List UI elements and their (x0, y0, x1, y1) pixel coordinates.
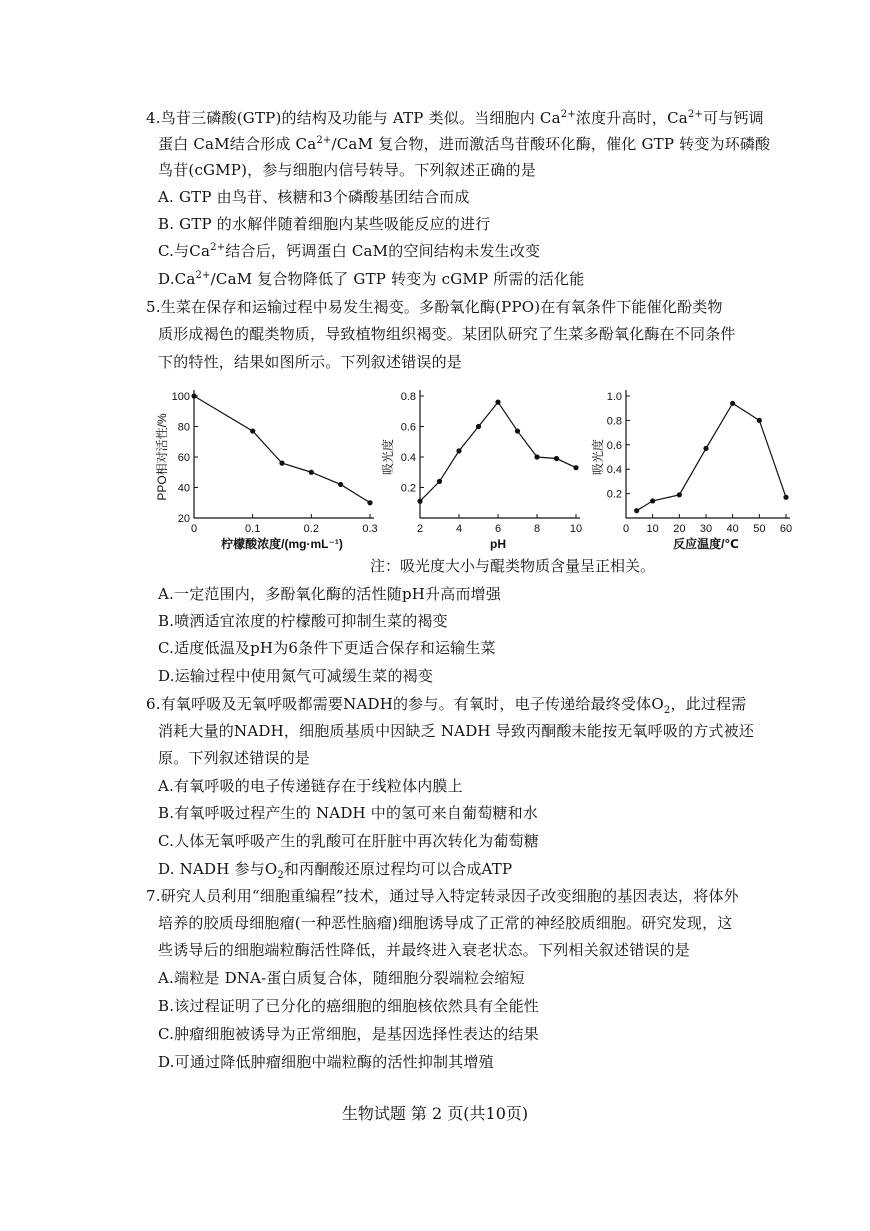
y-tick-label: 0.2 (606, 488, 622, 501)
x-tick-label: 6 (494, 523, 502, 535)
q5-option-c: C.适度低温及pH为6条件下更适合保存和运输生菜 (158, 639, 496, 657)
data-point (554, 456, 559, 461)
chart-ph (372, 382, 587, 556)
chart-citric-acid-svg (150, 382, 380, 552)
y-tick-label: 0.8 (400, 391, 416, 403)
y-tick-label: 0.4 (606, 464, 622, 477)
y-tick-label: 60 (177, 452, 190, 464)
data-point (703, 446, 708, 451)
y-tick-label: 80 (177, 421, 190, 434)
x-tick-label: 50 (753, 523, 766, 535)
chart-temperature-svg (582, 382, 797, 552)
series-line (637, 403, 786, 510)
y-axis-label: 吸光度 (591, 438, 605, 476)
q6-option-b: B.有氧呼吸过程产生的 NADH 中的氢可来自葡萄糖和水 (158, 804, 538, 822)
data-point (757, 418, 762, 423)
data-point (338, 482, 343, 487)
q7-option-b: B.该过程证明了已分化的癌细胞的细胞核依然具有全能性 (158, 997, 539, 1015)
data-point (476, 424, 481, 429)
q6-stem-line2: 消耗大量的NADH，细胞质基质中因缺乏 NADH 导致丙酮酸未能按无氧呼吸的方式被还 (158, 722, 755, 740)
x-tick-label: 0.1 (245, 523, 261, 535)
x-tick-label: 30 (699, 523, 713, 535)
x-tick-label: 0 (190, 523, 198, 535)
x-tick-label: 4 (455, 523, 463, 535)
q7-option-c: C.肿瘤细胞被诱导为正常细胞，是基因选择性表达的结果 (158, 1025, 539, 1043)
y-tick-label: 1.0 (606, 391, 622, 403)
q6-stem-line1: 6.有氧呼吸及无氧呼吸都需要NADH的参与。有氧时，电子传递给最终受体$O_2$，此过程需 (146, 695, 747, 716)
y-tick-label: 20 (177, 513, 190, 525)
x-tick-label: 60 (779, 523, 793, 535)
x-tick-label: 10 (569, 523, 583, 535)
q5-option-b: B.喷洒适宜浓度的柠檬酸可抑制生菜的褐变 (158, 612, 448, 630)
q4-option-a: A. GTP 由鸟苷、核糖和3个磷酸基团结合而成 (158, 188, 470, 206)
q5-stem-line2: 质形成褐色的醌类物质，导致植物组织褐变。某团队研究了生菜多酚氧化酶在不同条件 (158, 325, 736, 343)
data-point (309, 470, 314, 475)
y-tick-label: 0.8 (606, 415, 622, 428)
y-tick-label: 0.6 (400, 421, 416, 434)
q5-option-a: A.一定范围内，多酚氧化酶的活性随pH升高而增强 (158, 585, 502, 603)
x-axis-label: 反应温度/℃ (673, 537, 739, 551)
q5-stem-line3: 下的特性，结果如图所示。下列叙述错误的是 (158, 353, 463, 371)
x-tick-label: 10 (646, 523, 659, 535)
series-line (420, 402, 576, 501)
q4-stem-line1: 4.鸟苷三磷酸(GTP)的结构及功能与 ATP 类似。当细胞内 $Ca^{2+}$浓度升高时，$Ca^{2+}$可与钙调 (146, 109, 764, 127)
q4-option-c: C.与$Ca^{2+}$结合后，钙调蛋白 CaM的空间结构未发生改变 (158, 242, 541, 260)
q4-option-d: $D.Ca^{2+}$/CaM 复合物降低了 GTP 转变为 cGMP 所需的活化能 (158, 270, 585, 288)
q6-option-a: A.有氧呼吸的电子传递链存在于线粒体内膜上 (158, 777, 463, 795)
chart-note: 注：吸光度大小与醌类物质含量呈正相关。 (370, 557, 656, 575)
data-point (495, 400, 500, 405)
data-point (417, 499, 422, 504)
data-point (730, 401, 735, 406)
data-point (677, 492, 682, 497)
x-axis-label: pH (490, 537, 506, 551)
chart-citric-acid (150, 382, 380, 556)
data-point (634, 508, 639, 513)
data-point (250, 428, 255, 433)
q7-stem-line3: 些诱导后的细胞端粒酶活性降低，并最终进入衰老状态。下列相关叙述错误的是 (158, 941, 691, 959)
chart-ph-svg (372, 382, 587, 552)
chart-temperature (582, 382, 797, 556)
x-tick-label: 20 (673, 523, 686, 535)
y-tick-label: 40 (177, 482, 190, 495)
page-footer: 生物试题 第 2 页(共10页) (341, 1104, 529, 1123)
data-point (783, 495, 788, 500)
data-point (515, 428, 520, 433)
q7-option-a: A.端粒是 DNA-蛋白质复合体，随细胞分裂端粒会缩短 (158, 969, 525, 987)
q6-option-c: C.人体无氧呼吸产生的乳酸可在肝脏中再次转化为葡萄糖 (158, 832, 539, 850)
data-point (534, 454, 539, 459)
y-axis-label: PPO相对活性/% (155, 413, 169, 501)
y-tick-label: 0.2 (400, 482, 416, 495)
data-point (279, 461, 284, 466)
data-point (437, 479, 442, 484)
data-point (191, 393, 196, 398)
q5-option-d: D.运输过程中使用氮气可减缓生菜的褐变 (158, 667, 434, 685)
q5-stem-line1: 5.生菜在保存和运输过程中易发生褐变。多酚氧化酶(PPO)在有氧条件下能催化酚类物 (146, 298, 723, 316)
data-point (650, 498, 655, 503)
x-tick-label: 0.2 (303, 523, 319, 535)
q7-stem-line2: 培养的胶质母细胞瘤(一种恶性脑瘤)细胞诱导成了正常的神经胶质细胞。研究发现，这 (158, 914, 733, 932)
x-axis-label: 柠檬酸浓度/(mg·mL⁻¹) (221, 537, 343, 551)
data-point (573, 465, 578, 470)
x-tick-label: 40 (726, 523, 739, 535)
x-tick-label: 0 (622, 523, 630, 535)
series-line (194, 396, 370, 503)
y-tick-label: 0.4 (400, 452, 416, 464)
q4-option-b: B. GTP 的水解伴随着细胞内某些吸能反应的进行 (158, 215, 491, 233)
x-tick-label: 0.3 (362, 523, 378, 535)
y-axis-label: 吸光度 (381, 438, 395, 476)
q6-stem-line3: 原。下列叙述错误的是 (158, 749, 311, 767)
y-tick-label: 0.6 (606, 439, 622, 452)
q7-option-d: D.可通过降低肿瘤细胞中端粒酶的活性抑制其增殖 (158, 1053, 494, 1071)
y-tick-label: 100 (171, 391, 190, 403)
q7-stem-line1: 7.研究人员利用“细胞重编程”技术，通过导入特定转录因子改变细胞的基因表达，将体外 (146, 887, 739, 905)
q4-stem-line2: 蛋白 CaM结合形成 $Ca^{2+}$/CaM 复合物，进而激活鸟苷酸环化酶，催化 GTP 转变为环磷酸 (158, 135, 771, 153)
q4-stem-line3: 鸟苷(cGMP)，参与细胞内信号转导。下列叙述正确的是 (158, 161, 536, 179)
x-tick-label: 2 (416, 523, 424, 535)
data-point (456, 448, 461, 453)
x-tick-label: 8 (533, 523, 541, 535)
q6-option-d: D. NADH 参与$O_2$和丙酮酸还原过程均可以合成ATP (158, 860, 513, 881)
